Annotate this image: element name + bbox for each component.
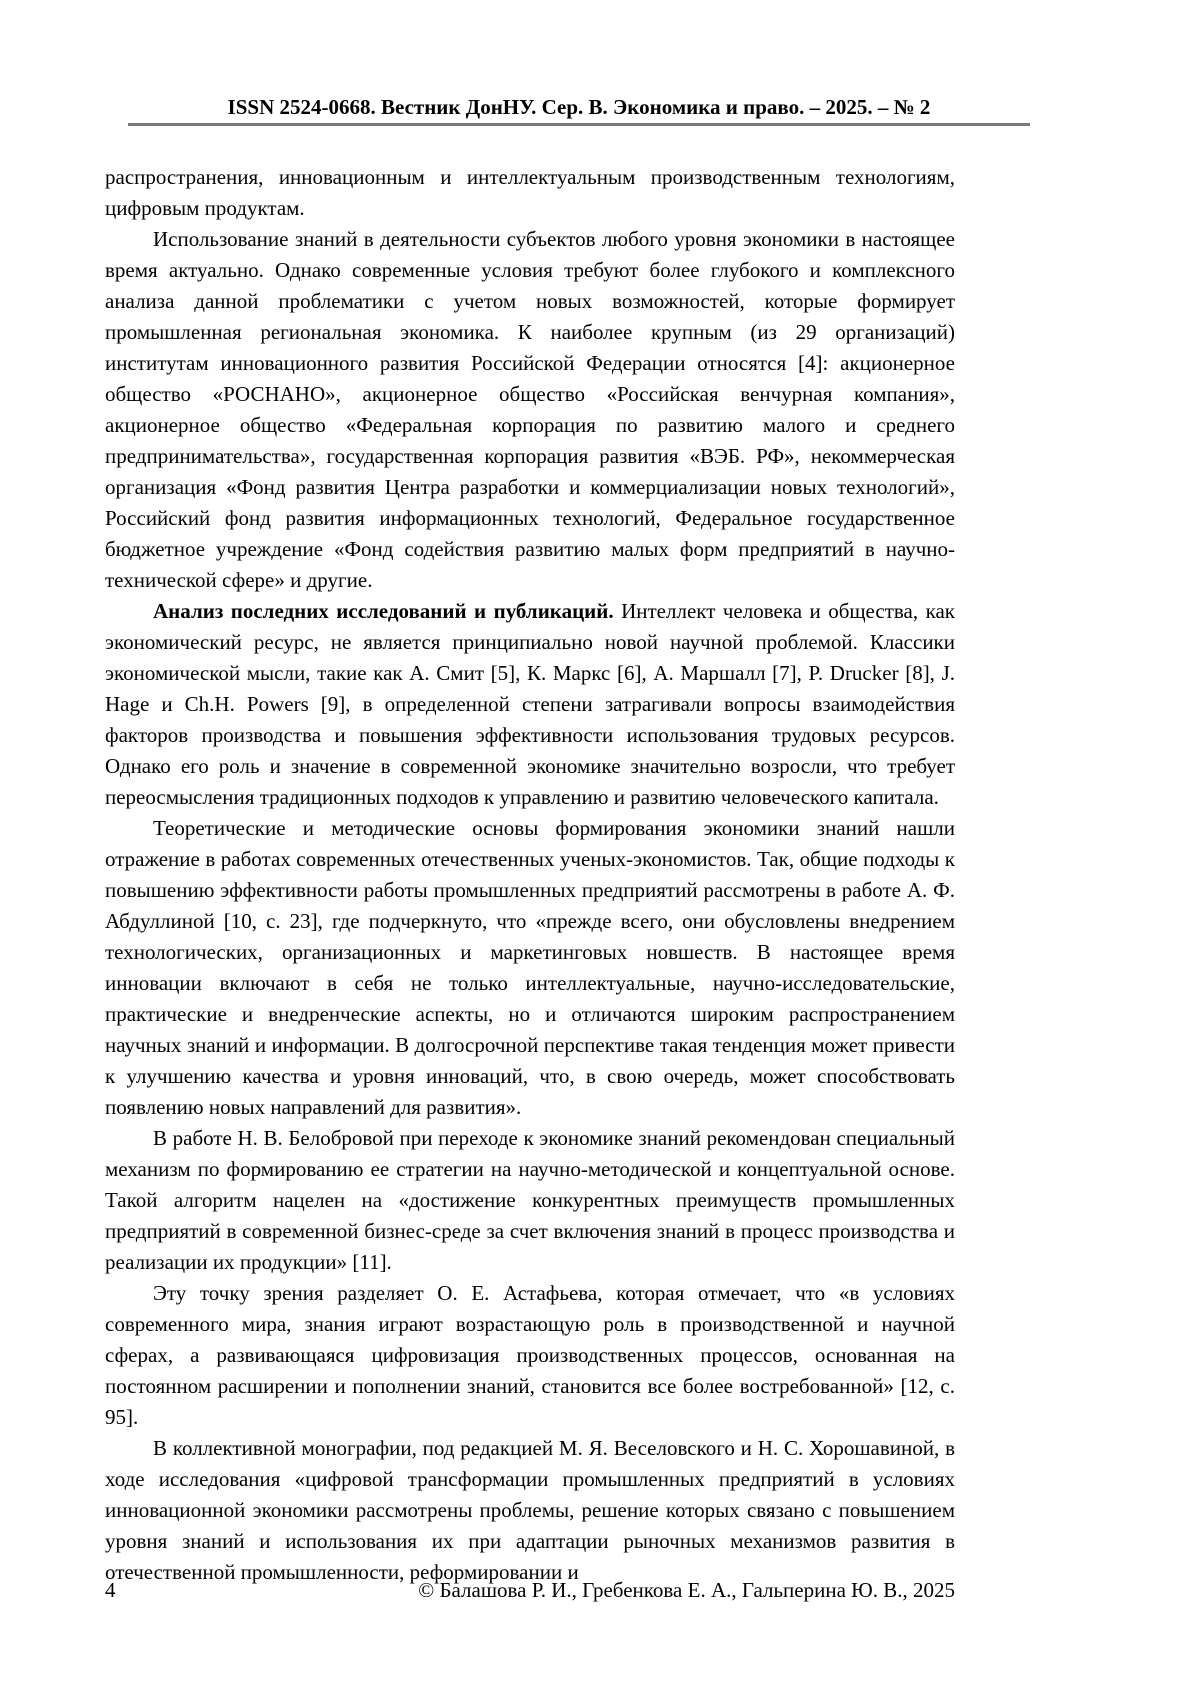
paragraph <box>105 813 955 1123</box>
paragraph <box>105 1123 955 1278</box>
page-footer <box>105 1577 955 1603</box>
journal-header-line: ISSN 2524-0668. Вестник ДонНУ. Сер. В. Экономика и право. – 2025. – № 2 <box>227 95 931 119</box>
paragraph-text: Эту точку зрения разделяет О. Е. Астафьева, которая отмечает, что «в условиях современного мира, знания играют возрастающую роль в производственной и научной сферах, а развивающаяся цифровизация производственных процессов, основанная на постоянном расширении и пополнении знаний, становится все более востребованной» [12, с. 95]. <box>105 1281 955 1429</box>
page-header <box>128 94 1030 126</box>
paragraph <box>105 162 955 224</box>
paragraph-text: В работе Н. В. Белобровой при переходе к экономике знаний рекомендован специальный механизм по формированию ее стратегии на научно-методической и концептуальной основе. Такой алгоритм нацелен на «достижение конкурентных преимуществ промышленных предприятий в современной бизнес-среде за счет включения знаний в процесс производства и реализации их продукции» [11]. <box>105 1126 955 1274</box>
paragraph-text: Интеллект человека и общества, как экономический ресурс, не является принципиально новой научной проблемой. Классики экономической мысли, такие как А. Смит [5], К. Маркс [6], А. Маршалл [7], P. Drucker [8], J. Hage и Ch.H. Powers [9], в определенной степени затрагивали вопросы взаимодействия факторов производства и повышения эффективности использования трудовых ресурсов. Однако его роль и значение в современной экономике значительно возросли, что требует переосмысления традиционных подходов к управлению и развитию человеческого капитала. <box>105 599 955 809</box>
header-divider <box>128 123 1030 126</box>
paragraph <box>105 1278 955 1433</box>
paragraph-text: Использование знаний в деятельности субъектов любого уровня экономики в настоящее время актуально. Однако современные условия требуют более глубокого и комплексного анализа данной проблематики с учетом новых возможностей, которые формирует промышленная региональная экономика. К наиболее крупным (из 29 организаций) институтам инновационного развития Российской Федерации относятся [4]: акционерное общество «РОСНАНО», акционерное общество «Российская венчурная компания», акционерное общество «Федеральная корпорация по развитию малого и среднего предпринимательства», государственная корпорация развития «ВЭБ. РФ», некоммерческая организация «Фонд развития Центра разработки и коммерциализации новых технологий», Российский фонд развития информационных технологий, Федеральное государственное бюджетное учреждение «Фонд содействия развитию малых форм предприятий в научно-технической сфере» и другие. <box>105 227 955 592</box>
paragraph-text: распространения, инновационным и интеллектуальным производственным технологиям, цифровым продуктам. <box>105 165 955 220</box>
paragraph <box>105 596 955 813</box>
article-body <box>105 162 955 1588</box>
paragraph <box>105 1433 955 1588</box>
paragraph-text: Теоретические и методические основы формирования экономики знаний нашли отражение в работах современных отечественных ученых-экономистов. Так, общие подходы к повышению эффективности работы промышленных предприятий рассмотрены в работе А. Ф. Абдуллиной [10, с. 23], где подчеркнуто, что «прежде всего, они обусловлены внедрением технологических, организационных и маркетинговых новшеств. В настоящее время инновации включают в себя не только интеллектуальные, научно-исследовательские, практические и внедренческие аспекты, но и отличаются широким распространением научных знаний и информации. В долгосрочной перспективе такая тенденция может привести к улучшению качества и уровня инноваций, что, в свою очередь, может способствовать появлению новых направлений для развития». <box>105 816 955 1119</box>
paragraph-text: В коллективной монографии, под редакцией М. Я. Веселовского и Н. С. Хорошавиной, в ходе исследования «цифровой трансформации промышленных предприятий в условиях инновационной экономики рассмотрены проблемы, решение которых связано с повышением уровня знаний и использования их при адаптации рыночных механизмов развития в отечественной промышленности, реформировании и <box>105 1436 955 1584</box>
section-heading-inline: Анализ последних исследований и публикаций. <box>153 599 614 623</box>
copyright-line: © Балашова Р. И., Гребенкова Е. А., Гальперина Ю. В., 2025 <box>418 1578 955 1602</box>
page-number: 4 <box>105 1578 116 1602</box>
paragraph <box>105 224 955 596</box>
